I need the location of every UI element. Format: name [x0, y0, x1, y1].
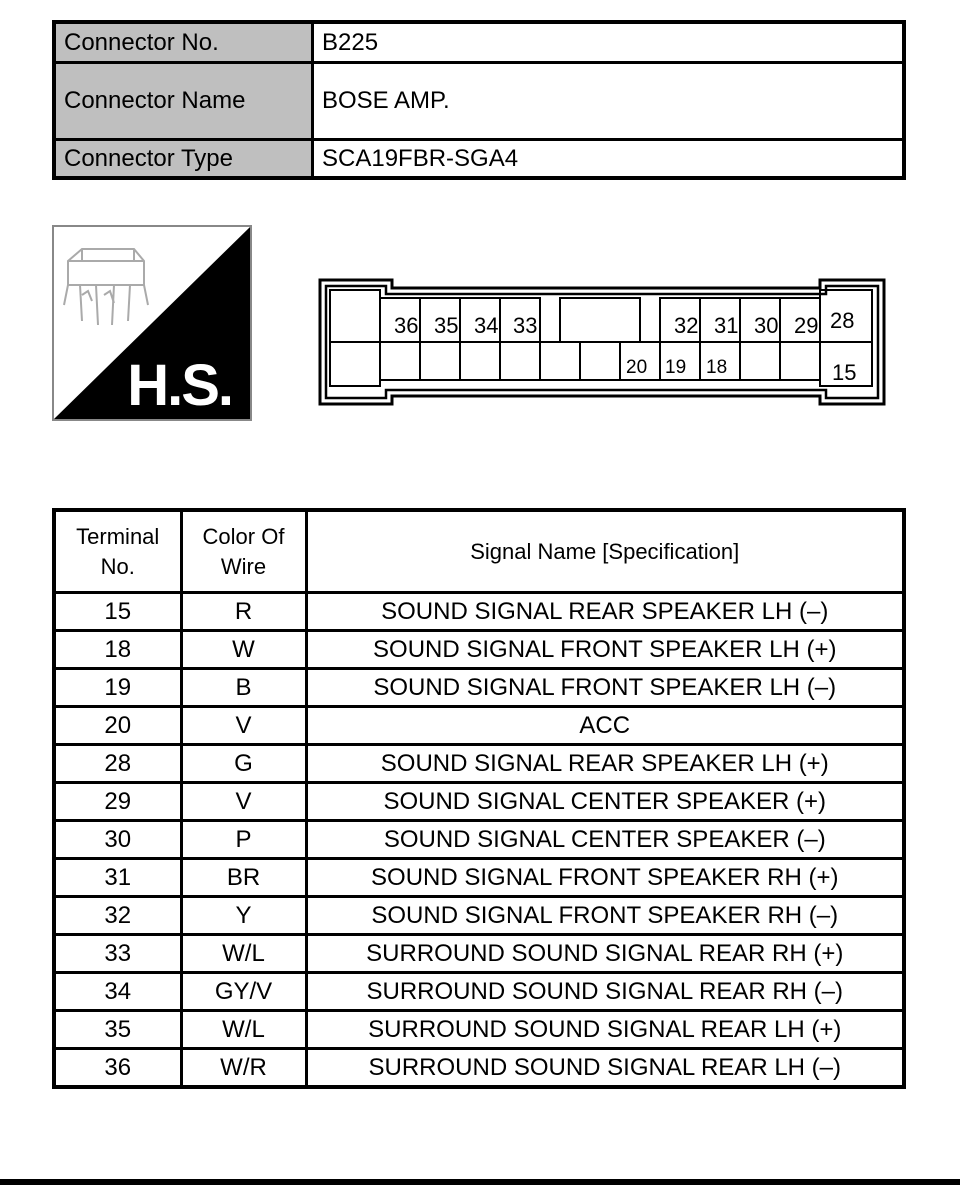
- table-row: [54, 821, 904, 859]
- color-header-line2: Wire: [220, 553, 267, 579]
- connector-name-value: BOSE AMP.: [313, 63, 905, 140]
- wire-color-cell: W: [181, 631, 306, 669]
- signal-name-cell: SURROUND SOUND SIGNAL REAR LH (–): [306, 1049, 904, 1088]
- terminal-cell: 36: [54, 1049, 181, 1088]
- signal-name-cell: ACC: [306, 707, 904, 745]
- table-row: [54, 707, 904, 745]
- color-header-line1: Color Of: [202, 523, 285, 549]
- terminal-cell: 32: [54, 897, 181, 935]
- terminal-table: [52, 508, 906, 1089]
- wire-color-cell: W/L: [181, 935, 306, 973]
- wire-color-cell: W/R: [181, 1049, 306, 1088]
- color-of-wire-header: [181, 510, 306, 593]
- wire-color-cell: V: [181, 783, 306, 821]
- table-row: [54, 1049, 904, 1088]
- wire-color-cell: P: [181, 821, 306, 859]
- pin-label-29: 29: [794, 313, 819, 338]
- harness-side-icon: [52, 225, 252, 421]
- terminal-cell: 28: [54, 745, 181, 783]
- terminal-cell: 33: [54, 935, 181, 973]
- table-row: [54, 631, 904, 669]
- table-row: [54, 669, 904, 707]
- terminal-cell: 34: [54, 973, 181, 1011]
- hs-label: H.S.: [127, 353, 232, 418]
- signal-name-cell: SOUND SIGNAL CENTER SPEAKER (–): [306, 821, 904, 859]
- pin-label-33: 33: [513, 313, 538, 338]
- page-bottom-rule: [0, 1179, 960, 1185]
- connector-type-row: [54, 140, 904, 179]
- pin-label-36: 36: [394, 313, 419, 338]
- pin-label-35: 35: [434, 313, 459, 338]
- table-row: [54, 973, 904, 1011]
- wire-color-cell: W/L: [181, 1011, 306, 1049]
- table-row: [54, 897, 904, 935]
- wire-color-cell: BR: [181, 859, 306, 897]
- table-row: [54, 935, 904, 973]
- connector-number-row: [54, 22, 904, 63]
- connector-number-label: Connector No.: [54, 22, 313, 63]
- signal-name-cell: SOUND SIGNAL FRONT SPEAKER RH (–): [306, 897, 904, 935]
- signal-name-cell: SOUND SIGNAL FRONT SPEAKER LH (+): [306, 631, 904, 669]
- pin-label-20: 20: [626, 357, 648, 378]
- terminal-no-header: [54, 510, 181, 593]
- connector-type-label: Connector Type: [54, 140, 313, 179]
- table-row: [54, 593, 904, 631]
- connector-info-table: [52, 20, 906, 180]
- table-row: [54, 783, 904, 821]
- terminal-header-line2: No.: [100, 553, 135, 579]
- signal-name-header: Signal Name [Specification]: [306, 510, 904, 593]
- connector-face-diagram: [318, 276, 886, 408]
- signal-name-cell: SOUND SIGNAL FRONT SPEAKER LH (–): [306, 669, 904, 707]
- connector-number-value: B225: [313, 22, 905, 63]
- terminal-cell: 35: [54, 1011, 181, 1049]
- pin-label-18: 18: [706, 357, 728, 378]
- pin-label-30: 30: [754, 313, 779, 338]
- table-row: [54, 859, 904, 897]
- pin-label-32: 32: [674, 313, 699, 338]
- wire-color-cell: Y: [181, 897, 306, 935]
- connector-type-value: SCA19FBR-SGA4: [313, 140, 905, 179]
- terminal-cell: 15: [54, 593, 181, 631]
- wire-color-cell: GY/V: [181, 973, 306, 1011]
- terminal-header-line1: Terminal: [76, 523, 160, 549]
- pin-label-15: 15: [832, 360, 857, 385]
- terminal-cell: 19: [54, 669, 181, 707]
- signal-name-cell: SURROUND SOUND SIGNAL REAR LH (+): [306, 1011, 904, 1049]
- terminal-cell: 18: [54, 631, 181, 669]
- pin-label-19: 19: [665, 357, 687, 378]
- pin-label-31: 31: [714, 313, 739, 338]
- table-row: [54, 1011, 904, 1049]
- connector-name-row: [54, 63, 904, 140]
- pin-label-28: 28: [830, 308, 855, 333]
- signal-name-cell: SOUND SIGNAL FRONT SPEAKER RH (+): [306, 859, 904, 897]
- signal-name-cell: SURROUND SOUND SIGNAL REAR RH (–): [306, 973, 904, 1011]
- terminal-table-header: [54, 510, 904, 593]
- wire-color-cell: R: [181, 593, 306, 631]
- wire-color-cell: V: [181, 707, 306, 745]
- terminal-cell: 20: [54, 707, 181, 745]
- terminal-cell: 30: [54, 821, 181, 859]
- pin-label-34: 34: [474, 313, 499, 338]
- terminal-cell: 29: [54, 783, 181, 821]
- signal-name-cell: SOUND SIGNAL CENTER SPEAKER (+): [306, 783, 904, 821]
- signal-name-cell: SOUND SIGNAL REAR SPEAKER LH (+): [306, 745, 904, 783]
- table-row: [54, 745, 904, 783]
- terminal-cell: 31: [54, 859, 181, 897]
- signal-name-cell: SURROUND SOUND SIGNAL REAR RH (+): [306, 935, 904, 973]
- wire-color-cell: G: [181, 745, 306, 783]
- signal-name-cell: SOUND SIGNAL REAR SPEAKER LH (–): [306, 593, 904, 631]
- wire-color-cell: B: [181, 669, 306, 707]
- connector-name-label: Connector Name: [54, 63, 313, 140]
